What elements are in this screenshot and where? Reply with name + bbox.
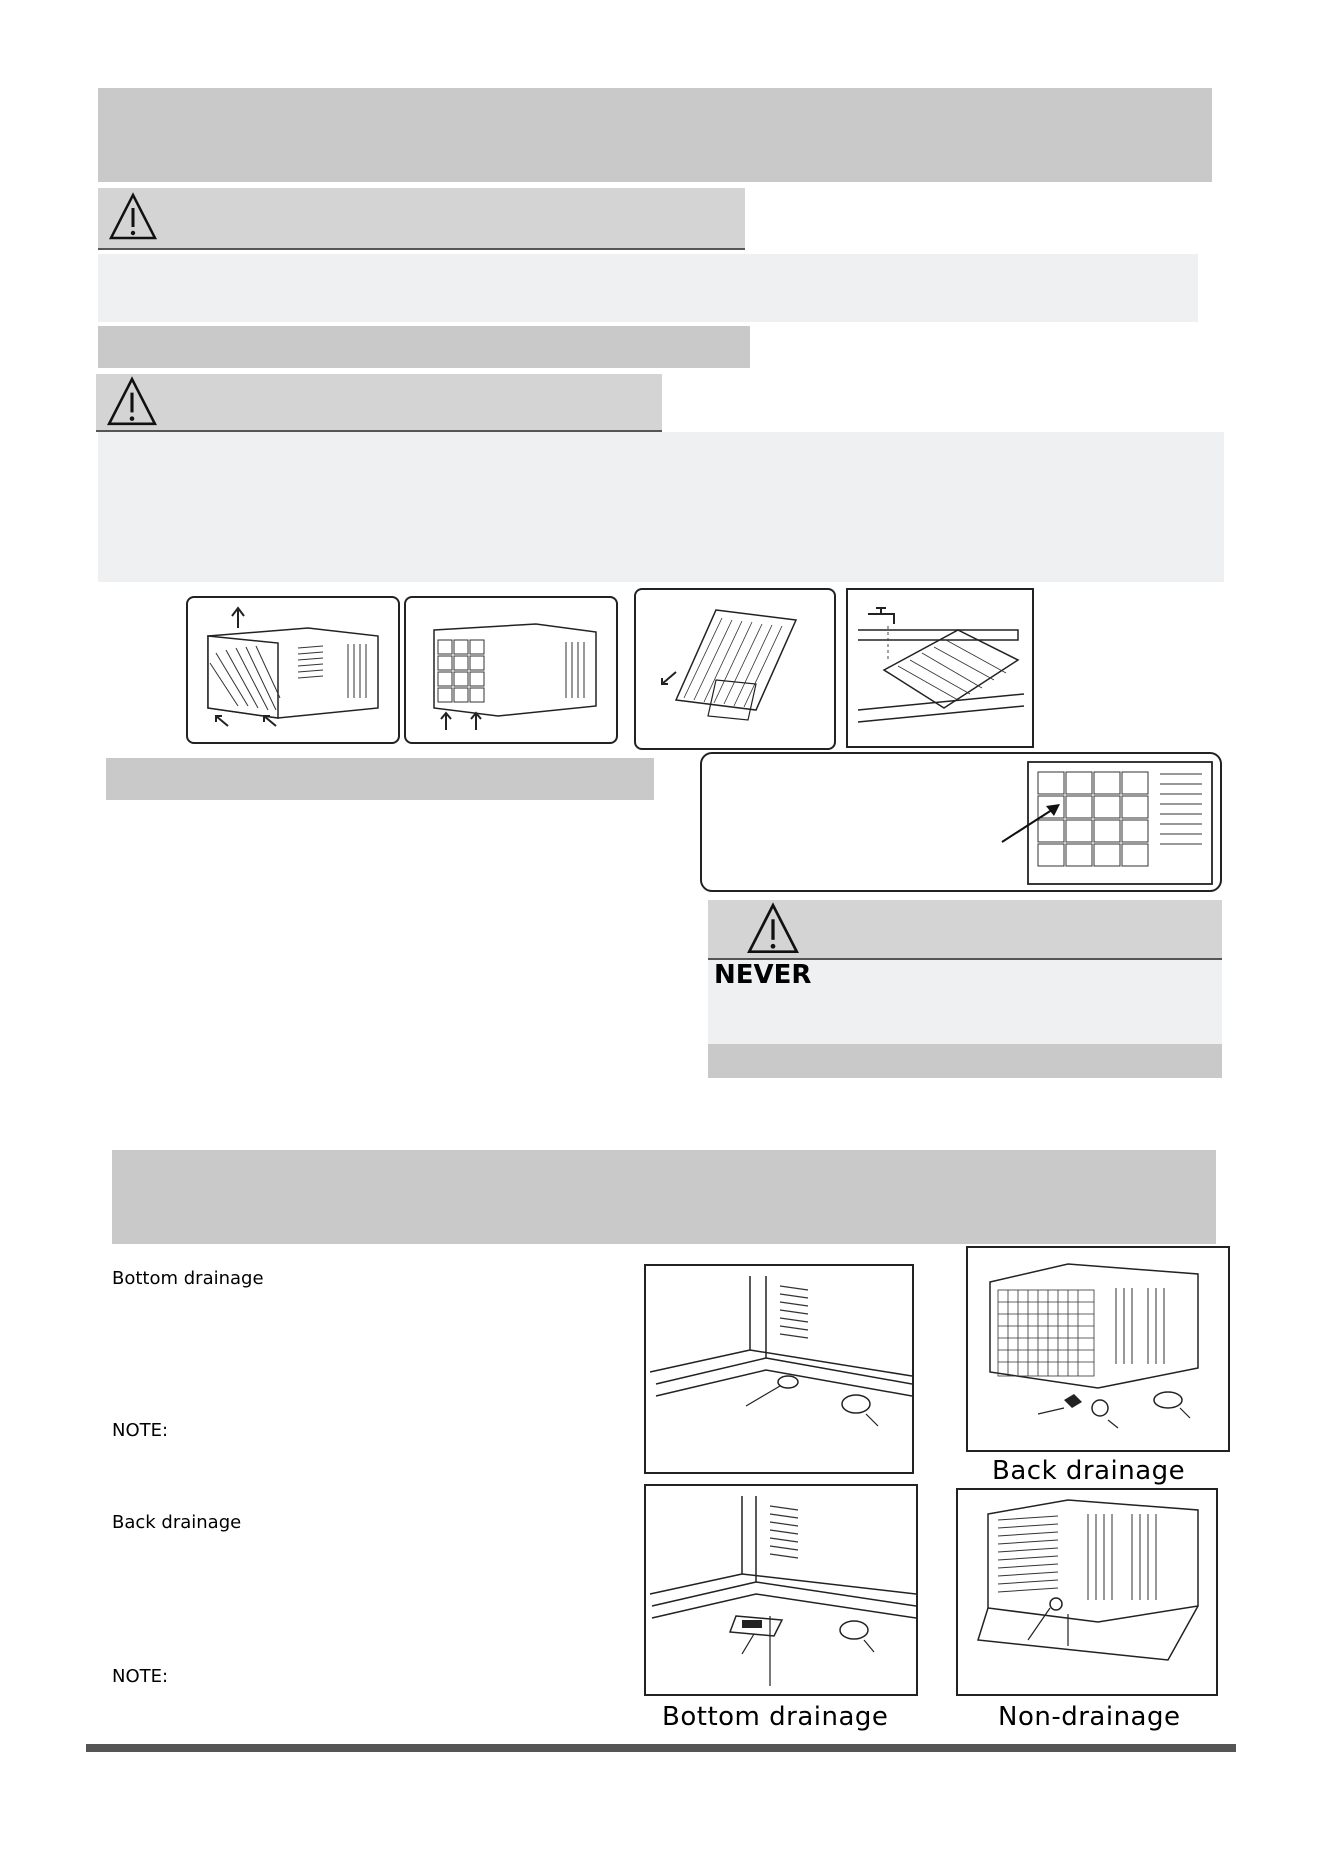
- bottom-drainage-figure: [644, 1484, 918, 1696]
- warning-bar-2: [96, 374, 662, 432]
- caution-header: [708, 900, 1222, 960]
- drain-plug-figure-1: [644, 1264, 914, 1474]
- back-drainage-note: NOTE:: [112, 1666, 169, 1687]
- back-drainage-heading: Back drainage: [112, 1512, 242, 1533]
- warning-bar-1: [98, 188, 745, 250]
- section-header-drainage: [112, 1150, 1216, 1244]
- subsection-header-filter: [98, 326, 750, 368]
- filter-step-4-image: [846, 588, 1034, 748]
- back-drainage-figure: [966, 1246, 1230, 1452]
- footer-rule: [86, 1744, 1236, 1752]
- bottom-drainage-heading: Bottom drainage: [112, 1268, 264, 1289]
- non-drainage-caption: Non-drainage: [998, 1702, 1181, 1732]
- bottom-drainage-caption: Bottom drainage: [662, 1702, 889, 1732]
- section-header-maintenance: [98, 88, 1212, 182]
- filter-step-2-image: [404, 596, 618, 744]
- caution-footer-bar: [708, 1044, 1222, 1078]
- warning-triangle-icon: [746, 902, 800, 956]
- filter-step-3-image: [634, 588, 836, 750]
- caution-body: [708, 960, 1222, 1044]
- warning-2-body: [98, 432, 1224, 582]
- warning-1-body: [98, 254, 1198, 322]
- warning-triangle-icon: [108, 192, 158, 242]
- never-label: NEVER: [714, 960, 812, 990]
- subsection-header-2: [106, 758, 654, 800]
- bottom-drainage-note: NOTE:: [112, 1420, 169, 1441]
- back-drainage-caption: Back drainage: [992, 1456, 1186, 1486]
- non-drainage-figure: [956, 1488, 1218, 1696]
- filter-location-image: [700, 752, 1222, 892]
- filter-step-1-image: [186, 596, 400, 744]
- warning-triangle-icon: [106, 376, 158, 428]
